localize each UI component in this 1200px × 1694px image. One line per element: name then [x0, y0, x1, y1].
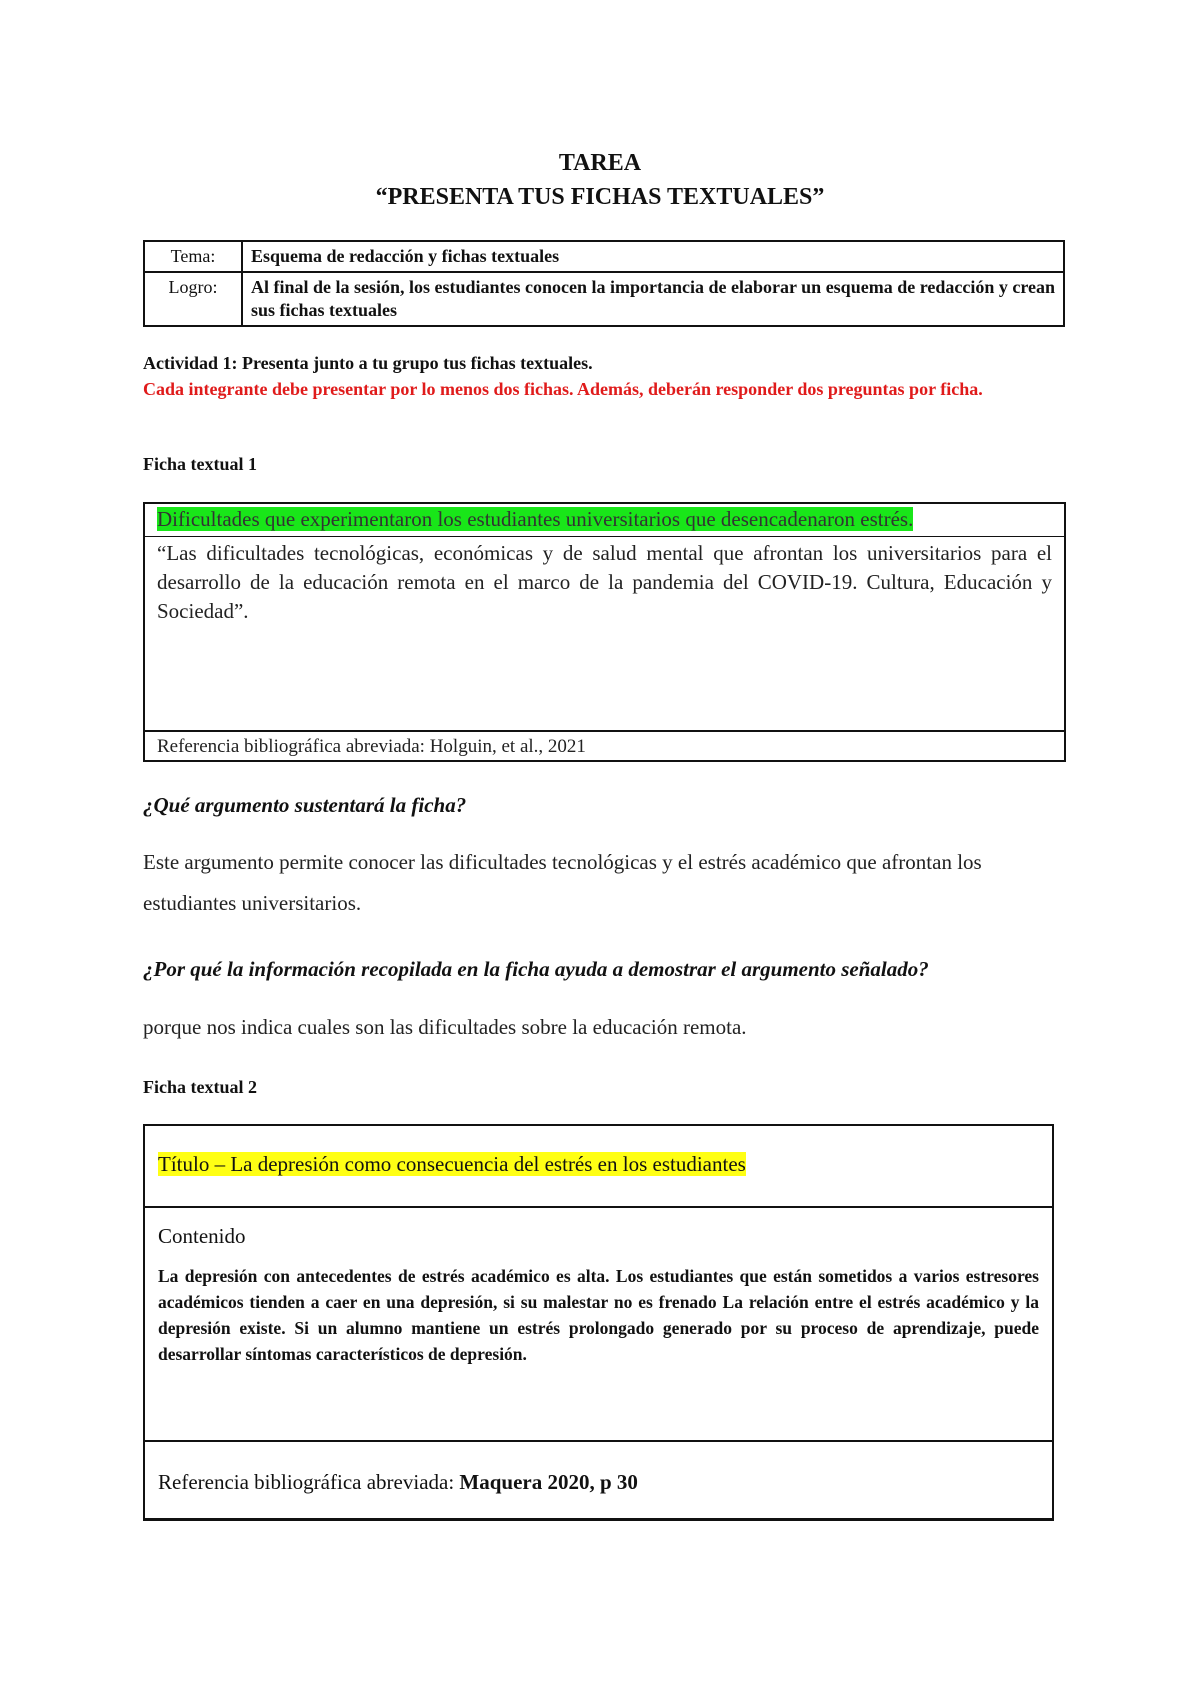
ficha2-reference-row: [145, 1442, 1052, 1514]
activity-title: Actividad 1: Presenta junto a tu grupo tus fichas textuales.: [143, 353, 593, 373]
question-1: ¿Qué argumento sustentará la ficha?: [143, 793, 467, 817]
title-line-2: “PRESENTA TUS FICHAS TEXTUALES”: [375, 184, 825, 210]
ficha2-label: Ficha textual 2: [143, 1077, 257, 1097]
ficha1-label: Ficha textual 1: [143, 454, 257, 474]
ficha2-content-row: [145, 1208, 1052, 1442]
ficha2-title: Título – La depresión como consecuencia del estrés en los estudiantes: [158, 1152, 746, 1176]
tema-value: Esquema de redacción y fichas textuales: [242, 241, 1064, 272]
info-table: [143, 240, 1065, 327]
ficha1-heading: [145, 504, 1064, 537]
activity-section: [143, 350, 1065, 402]
ficha2-content-label: Contenido: [158, 1224, 246, 1248]
ficha2-content: La depresión con antecedentes de estrés académico es alta. Los estudiantes que están sometidos a varios estresores académicos tienden a caer en una depresión, si su malestar no es frenado La relación entre el estrés académico y la depresión existe. Si un alumno mantiene un estrés prolongado generado por su proceso de aprendizaje, puede desarrollar síntomas característicos de depresión.: [158, 1266, 1039, 1364]
table-row: [144, 241, 1064, 272]
tema-key: Tema:: [144, 241, 242, 272]
answer-2: porque nos indica cuales son las dificultades sobre la educación remota.: [143, 1015, 747, 1039]
ficha2-reference-label: Referencia bibliográfica abreviada:: [158, 1470, 455, 1494]
logro-value: Al final de la sesión, los estudiantes conocen la importancia de elaborar un esquema de redacción y crean sus fichas textuales: [242, 272, 1064, 326]
ficha2-title-row: [145, 1126, 1052, 1208]
ficha1-reference: Referencia bibliográfica abreviada: Holguin, et al., 2021: [145, 730, 1064, 761]
ficha2-reference-value: Maquera 2020, p 30: [459, 1470, 638, 1494]
question-2: ¿Por qué la información recopilada en la ficha ayuda a demostrar el argumento señalado?: [143, 957, 929, 981]
answer-1: Este argumento permite conocer las dificultades tecnológicas y el estrés académico que afrontan los estudiantes universitarios.: [143, 850, 982, 915]
document-title: [0, 146, 1200, 214]
title-line-1: TAREA: [558, 150, 642, 176]
ficha1-quote: “Las dificultades tecnológicas, económicas y de salud mental que afrontan los universitarios para el desarrollo de la educación remota en el marco de la pandemia del COVID-19. Cultura, Educación y Sociedad”.: [157, 541, 1052, 623]
table-row: [144, 272, 1064, 326]
ficha1-card: [143, 502, 1066, 762]
ficha1-heading-text: Dificultades que experimentaron los estudiantes universitarios que desencadenaron estrés.: [157, 507, 914, 531]
logro-key: Logro:: [144, 272, 242, 326]
activity-instruction: Cada integrante debe presentar por lo menos dos fichas. Además, deberán responder dos preguntas por ficha.: [143, 379, 983, 399]
ficha2-card: [143, 1124, 1054, 1521]
